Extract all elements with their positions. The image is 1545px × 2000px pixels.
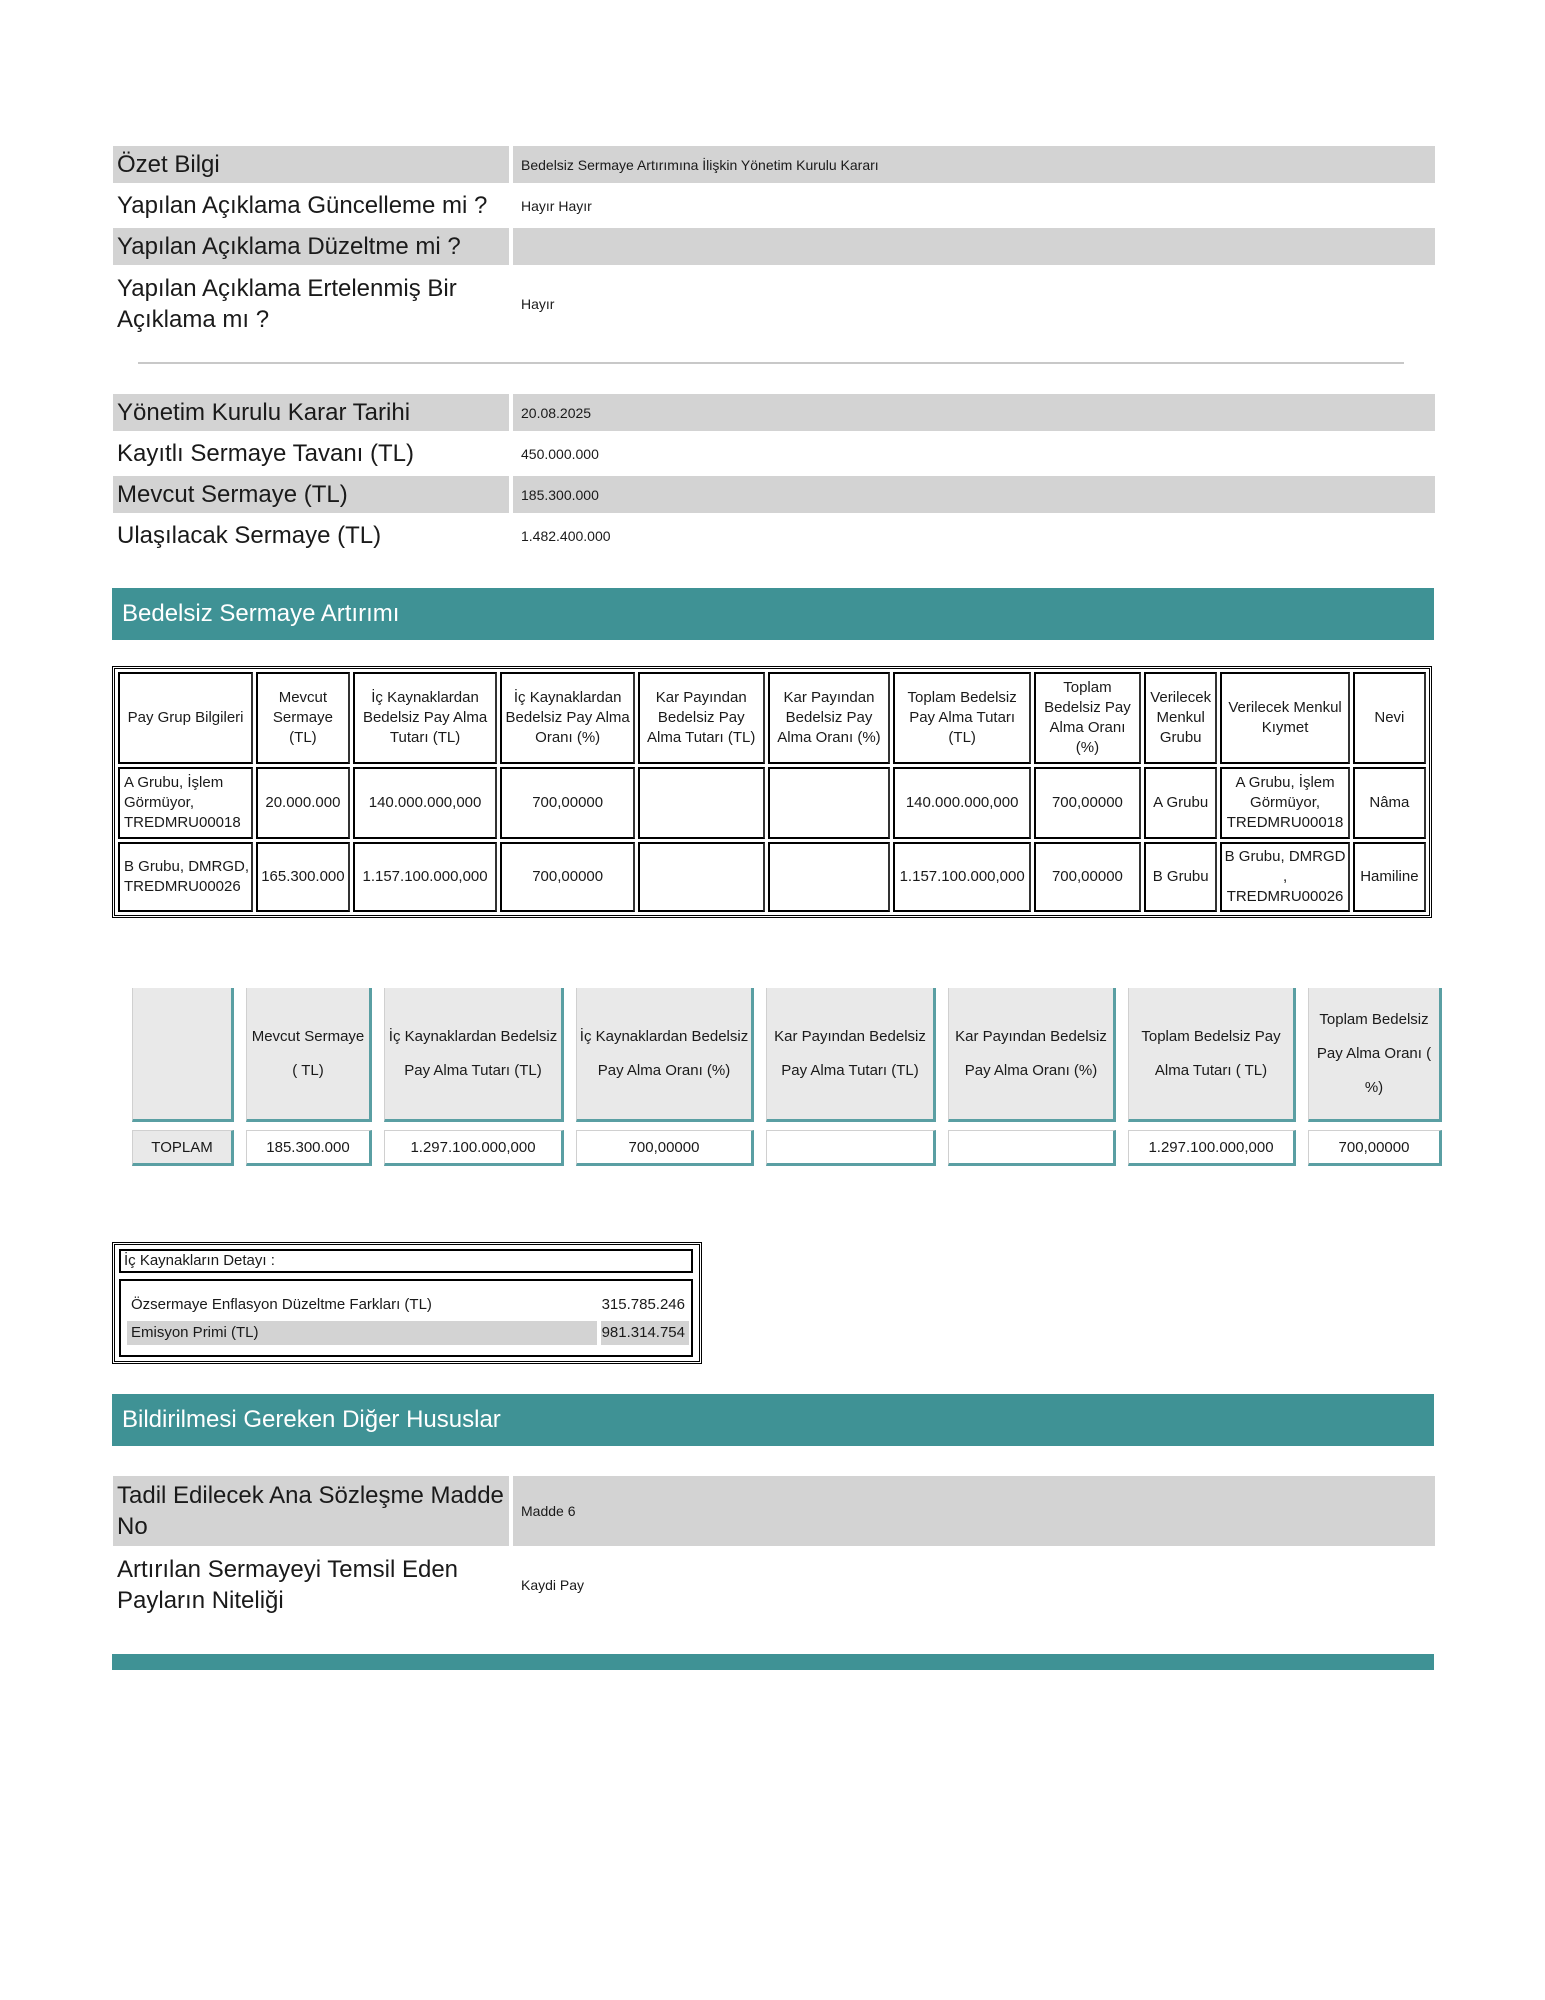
table-cell: 1.157.100.000,000 xyxy=(353,842,498,912)
column-header: İç Kaynaklardan Bedelsiz Pay Alma Tutarı (TL) xyxy=(384,988,564,1122)
column-header: Kar Payından Bedelsiz Pay Alma Tutarı (TL) xyxy=(766,988,936,1122)
capital-value: 185.300.000 xyxy=(513,476,1435,513)
total-label: TOPLAM xyxy=(132,1130,234,1166)
column-header: Kar Payından Bedelsiz Pay Alma Oranı (%) xyxy=(768,672,891,764)
table-cell xyxy=(638,767,765,839)
detail-item-name: Emisyon Primi (TL) xyxy=(127,1321,597,1345)
table-cell: Nâma xyxy=(1353,767,1426,839)
summary-label: Yapılan Açıklama Ertelenmiş Bir Açıklama mı ? xyxy=(117,275,457,333)
table-cell: 1.297.100.000,000 xyxy=(384,1130,564,1166)
table-cell: 140.000.000,000 xyxy=(893,767,1030,839)
table-cell xyxy=(768,767,891,839)
summary-value: Hayır Hayır xyxy=(521,197,592,214)
table-cell: 700,00000 xyxy=(576,1130,754,1166)
column-header: Pay Grup Bilgileri xyxy=(118,672,253,764)
column-header xyxy=(132,988,234,1122)
summary-value: Hayır xyxy=(521,296,555,312)
detail-box xyxy=(119,1279,693,1357)
table-header-row xyxy=(118,672,1426,764)
column-header: Toplam Bedelsiz Pay Alma Tutarı ( TL) xyxy=(1128,988,1296,1122)
column-header: İç Kaynaklardan Bedelsiz Pay Alma Oranı (%) xyxy=(500,672,635,764)
table-cell: 700,00000 xyxy=(1034,767,1141,839)
other-label: Artırılan Sermayeyi Temsil Eden Payların Niteliği xyxy=(117,1556,459,1614)
table-cell: 700,00000 xyxy=(500,767,635,839)
section-header-other-matters: Bildirilmesi Gereken Diğer Hususlar xyxy=(112,1394,1434,1446)
column-header: Kar Payından Bedelsiz Pay Alma Oranı (%) xyxy=(948,988,1116,1122)
table-cell: 20.000.000 xyxy=(256,767,350,839)
capital-label: Ulaşılacak Sermaye (TL) xyxy=(117,522,382,549)
capital-value: 450.000.000 xyxy=(521,445,599,462)
column-header: Mevcut Sermaye (TL) xyxy=(256,672,350,764)
column-header: Verilecek Menkul Grubu xyxy=(1144,672,1217,764)
capital-table xyxy=(113,390,1435,558)
capital-label: Kayıtlı Sermaye Tavanı (TL) xyxy=(117,440,414,467)
capital-value: 20.08.2025 xyxy=(513,394,1435,431)
section-header-bonus-increase: Bedelsiz Sermaye Artırımı xyxy=(112,588,1434,640)
table-cell: B Grubu, DMRGD, TREDMRU00026 xyxy=(118,842,253,912)
table-row xyxy=(118,842,1426,912)
summary-label: Yapılan Açıklama Düzeltme mi ? xyxy=(113,228,509,265)
column-header: Toplam Bedelsiz Pay Alma Oranı (%) xyxy=(1034,672,1141,764)
detail-item-amount: 981.314.754 xyxy=(601,1321,689,1345)
table-cell: 700,00000 xyxy=(1308,1130,1442,1166)
table-cell: 700,00000 xyxy=(500,842,635,912)
column-header: İç Kaynaklardan Bedelsiz Pay Alma Tutarı (TL) xyxy=(353,672,498,764)
capital-row xyxy=(113,394,1435,431)
capital-value: 1.482.400.000 xyxy=(521,527,611,544)
divider xyxy=(138,362,1404,364)
table-row xyxy=(118,767,1426,839)
table-cell: 185.300.000 xyxy=(246,1130,372,1166)
column-header: Kar Payından Bedelsiz Pay Alma Tutarı (TL) xyxy=(638,672,765,764)
other-row xyxy=(113,1476,1435,1546)
table-cell: A Grubu, İşlem Görmüyor, TREDMRU00018 xyxy=(1220,767,1349,839)
summary-value xyxy=(513,228,1435,265)
column-header: Verilecek Menkul Kıymet xyxy=(1220,672,1349,764)
table-cell xyxy=(766,1130,936,1166)
column-header: Toplam Bedelsiz Pay Alma Tutarı (TL) xyxy=(893,672,1030,764)
column-header: İç Kaynaklardan Bedelsiz Pay Alma Oranı (%) xyxy=(576,988,754,1122)
table-cell xyxy=(638,842,765,912)
column-header: Nevi xyxy=(1353,672,1426,764)
capital-row xyxy=(113,517,1435,554)
totals-table xyxy=(120,980,1454,1174)
capital-label: Mevcut Sermaye (TL) xyxy=(113,476,509,513)
other-label: Tadil Edilecek Ana Sözleşme Madde No xyxy=(113,1476,509,1546)
table-cell: 165.300.000 xyxy=(256,842,350,912)
table-cell: B Grubu, DMRGD , TREDMRU00026 xyxy=(1220,842,1349,912)
table-cell: 700,00000 xyxy=(1034,842,1141,912)
table-header-row xyxy=(132,988,1442,1122)
share-group-table xyxy=(112,666,1432,918)
capital-label: Yönetim Kurulu Karar Tarihi xyxy=(113,394,509,431)
column-header: Toplam Bedelsiz Pay Alma Oranı ( %) xyxy=(1308,988,1442,1122)
table-cell: 140.000.000,000 xyxy=(353,767,498,839)
table-cell: 1.297.100.000,000 xyxy=(1128,1130,1296,1166)
summary-table xyxy=(113,142,1435,343)
table-cell: A Grubu, İşlem Görmüyor, TREDMRU00018 xyxy=(118,767,253,839)
summary-label: Özet Bilgi xyxy=(113,146,509,183)
detail-row xyxy=(127,1293,687,1317)
table-cell xyxy=(948,1130,1116,1166)
footer-band xyxy=(112,1654,1434,1670)
capital-row xyxy=(113,476,1435,513)
detail-item-amount: 315.785.246 xyxy=(601,1296,685,1313)
detail-item-name: Özsermaye Enflasyon Düzeltme Farkları (TL) xyxy=(131,1296,432,1313)
summary-label: Yapılan Açıklama Güncelleme mi ? xyxy=(117,192,488,219)
other-value: Kaydi Pay xyxy=(521,1577,585,1593)
table-cell: Hamiline xyxy=(1353,842,1426,912)
table-cell: B Grubu xyxy=(1144,842,1217,912)
table-cell: 1.157.100.000,000 xyxy=(893,842,1030,912)
other-row xyxy=(113,1550,1435,1620)
summary-row xyxy=(113,269,1435,339)
table-cell: A Grubu xyxy=(1144,767,1217,839)
internal-resources-detail xyxy=(112,1242,702,1364)
detail-title: İç Kaynakların Detayı : xyxy=(119,1249,693,1273)
table-cell xyxy=(768,842,891,912)
total-row xyxy=(132,1130,1442,1166)
summary-value: Bedelsiz Sermaye Artırımına İlişkin Yönetim Kurulu Kararı xyxy=(513,146,1435,183)
summary-row xyxy=(113,228,1435,265)
capital-row xyxy=(113,435,1435,472)
other-matters-table xyxy=(113,1472,1435,1624)
detail-row xyxy=(127,1321,687,1345)
summary-row xyxy=(113,187,1435,224)
column-header: Mevcut Sermaye ( TL) xyxy=(246,988,372,1122)
summary-row xyxy=(113,146,1435,183)
other-value: Madde 6 xyxy=(513,1476,1435,1546)
